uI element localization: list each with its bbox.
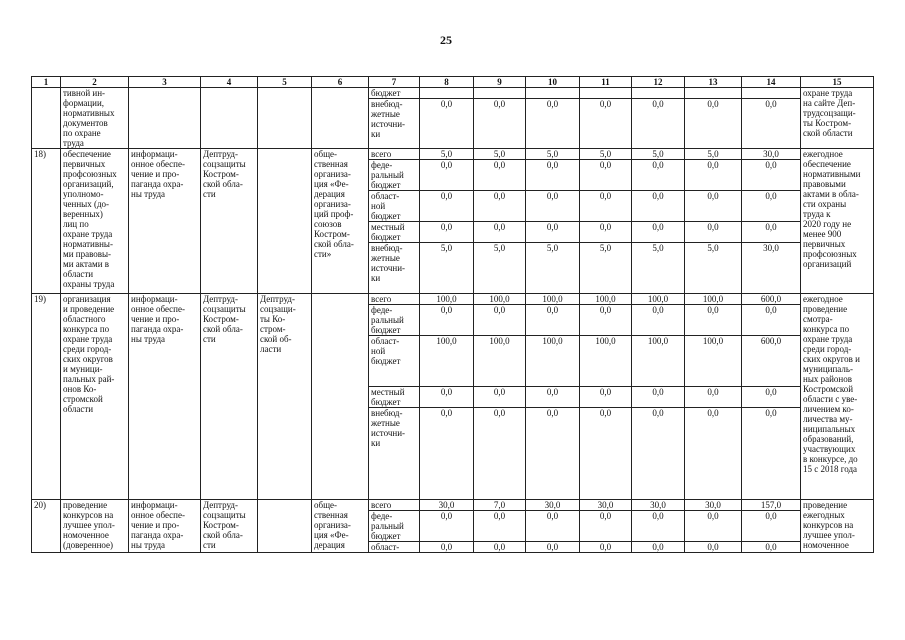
- value-cell: 5,0: [685, 149, 742, 160]
- item-number: 19): [32, 294, 61, 500]
- value-cell: 0,0: [474, 305, 526, 336]
- column-header: 15: [801, 77, 874, 88]
- value-cell: 100,0: [580, 294, 632, 305]
- value-cell: 0,0: [420, 222, 474, 243]
- column-header: 12: [632, 77, 685, 88]
- responsible-executor: Дептруд- соцзащиты Костром- ской обла- сти: [201, 500, 258, 553]
- expected-result: ежегодное обеспечение нормативными правовыми актами в обла- сти охраны труда к 2020 году не менее 900 первичных профсоюзных организаций: [801, 149, 874, 294]
- value-cell: 0,0: [420, 511, 474, 542]
- value-cell: 30,0: [420, 500, 474, 511]
- task-name: информаци- онное обеспе- чение и про- паганда охра- ны труда: [129, 149, 201, 294]
- value-cell: 0,0: [420, 160, 474, 191]
- value-cell: 0,0: [632, 191, 685, 222]
- value-cell: [580, 88, 632, 99]
- item-number: 18): [32, 149, 61, 294]
- participant: обще- ственная организа- ция «Фе- дерация: [312, 500, 369, 553]
- value-cell: [420, 88, 474, 99]
- funding-source: местный бюджет: [369, 387, 420, 408]
- value-cell: 7,0: [474, 500, 526, 511]
- funding-source: внебюд- жетные источни- ки: [369, 408, 420, 500]
- value-cell: 0,0: [742, 191, 801, 222]
- value-cell: 0,0: [742, 408, 801, 500]
- value-cell: 5,0: [632, 243, 685, 294]
- value-cell: 5,0: [685, 243, 742, 294]
- value-cell: 0,0: [742, 511, 801, 542]
- value-cell: 0,0: [580, 387, 632, 408]
- value-cell: 0,0: [526, 160, 580, 191]
- value-cell: 0,0: [632, 387, 685, 408]
- value-cell: 0,0: [474, 99, 526, 149]
- co-executor: Дептруд- соцзащи- ты Ко- стром- ской об- ласти: [258, 294, 312, 500]
- value-cell: [474, 88, 526, 99]
- column-header: 5: [258, 77, 312, 88]
- task-name: информаци- онное обеспе- чение и про- паганда охра- ны труда: [129, 500, 201, 553]
- column-header: 7: [369, 77, 420, 88]
- value-cell: 0,0: [685, 222, 742, 243]
- value-cell: 0,0: [526, 408, 580, 500]
- value-cell: 0,0: [420, 408, 474, 500]
- column-header: 11: [580, 77, 632, 88]
- value-cell: 5,0: [420, 243, 474, 294]
- value-cell: 0,0: [580, 542, 632, 553]
- page-number: 25: [440, 33, 452, 47]
- value-cell: 0,0: [580, 511, 632, 542]
- cell-num: [32, 88, 61, 149]
- funding-source: област- ной бюджет: [369, 336, 420, 387]
- empty-cell: [201, 88, 258, 149]
- value-cell: 0,0: [526, 99, 580, 149]
- value-cell: 0,0: [474, 542, 526, 553]
- empty-cell: [258, 88, 312, 149]
- value-cell: 0,0: [632, 99, 685, 149]
- value-cell: 0,0: [420, 99, 474, 149]
- value-cell: 30,0: [580, 500, 632, 511]
- value-cell: 0,0: [474, 191, 526, 222]
- value-cell: 0,0: [632, 160, 685, 191]
- value-cell: 5,0: [474, 149, 526, 160]
- value-cell: 157,0: [742, 500, 801, 511]
- measure-name: тивной ин- формации, нормативных документов по охране труда: [61, 88, 129, 149]
- value-cell: 0,0: [474, 160, 526, 191]
- column-header: 2: [61, 77, 129, 88]
- value-cell: 0,0: [526, 511, 580, 542]
- value-cell: 600,0: [742, 294, 801, 305]
- responsible-executor: Дептруд- соцзащиты Костром- ской обла- сти: [201, 149, 258, 294]
- program-table: [31, 76, 874, 553]
- value-cell: 0,0: [580, 191, 632, 222]
- participant: [312, 294, 369, 500]
- value-cell: 0,0: [420, 387, 474, 408]
- value-cell: 30,0: [632, 500, 685, 511]
- value-cell: 0,0: [420, 542, 474, 553]
- empty-cell: [312, 88, 369, 149]
- value-cell: 0,0: [420, 305, 474, 336]
- column-header: 4: [201, 77, 258, 88]
- value-cell: 30,0: [685, 500, 742, 511]
- value-cell: 0,0: [526, 542, 580, 553]
- value-cell: 0,0: [474, 387, 526, 408]
- expected-result: проведение ежегодных конкурсов на лучшее упол- номоченное: [801, 500, 874, 553]
- task-name: информаци- онное обеспе- чение и про- паганда охра- ны труда: [129, 294, 201, 500]
- column-header: 13: [685, 77, 742, 88]
- column-header: 3: [129, 77, 201, 88]
- value-cell: 0,0: [580, 99, 632, 149]
- value-cell: 100,0: [526, 336, 580, 387]
- value-cell: 0,0: [474, 511, 526, 542]
- funding-source: всего: [369, 149, 420, 160]
- value-cell: 0,0: [685, 305, 742, 336]
- value-cell: 5,0: [580, 243, 632, 294]
- value-cell: 0,0: [742, 160, 801, 191]
- value-cell: 100,0: [580, 336, 632, 387]
- value-cell: 0,0: [685, 191, 742, 222]
- column-header: 9: [474, 77, 526, 88]
- funding-source: всего: [369, 294, 420, 305]
- header-row: [32, 77, 874, 88]
- value-cell: 100,0: [685, 336, 742, 387]
- value-cell: 0,0: [632, 542, 685, 553]
- column-header: 10: [526, 77, 580, 88]
- value-cell: 0,0: [685, 99, 742, 149]
- value-cell: 0,0: [685, 160, 742, 191]
- empty-cell: [129, 88, 201, 149]
- value-cell: 30,0: [526, 500, 580, 511]
- funding-source: област-: [369, 542, 420, 553]
- value-cell: 0,0: [526, 387, 580, 408]
- funding-source: феде- ральный бюджет: [369, 305, 420, 336]
- table-row: [32, 149, 874, 160]
- table-row: [32, 500, 874, 511]
- value-cell: 5,0: [526, 243, 580, 294]
- funding-source: феде- ральный бюджет: [369, 511, 420, 542]
- value-cell: 0,0: [632, 222, 685, 243]
- value-cell: 0,0: [580, 305, 632, 336]
- value-cell: 0,0: [526, 191, 580, 222]
- value-cell: 0,0: [685, 408, 742, 500]
- value-cell: 100,0: [474, 336, 526, 387]
- co-executor: [258, 500, 312, 553]
- table-row: [32, 294, 874, 305]
- value-cell: 0,0: [632, 305, 685, 336]
- value-cell: 0,0: [742, 99, 801, 149]
- funding-source: местный бюджет: [369, 222, 420, 243]
- value-cell: 30,0: [742, 243, 801, 294]
- value-cell: 100,0: [420, 294, 474, 305]
- value-cell: 0,0: [632, 511, 685, 542]
- value-cell: [526, 88, 580, 99]
- table-row: [32, 88, 874, 99]
- value-cell: 0,0: [685, 542, 742, 553]
- value-cell: 0,0: [742, 542, 801, 553]
- funding-source: област- ной бюджет: [369, 191, 420, 222]
- value-cell: 100,0: [632, 294, 685, 305]
- expected-result: ежегодное проведение смотра- конкурса по охране труда среди город- ских округов и муниципаль- ных районов Костромской области с уве- личением ко- личества му- ниципальных образований, участвующих в конкурсе, до 15 с 2018 года: [801, 294, 874, 500]
- value-cell: [685, 88, 742, 99]
- value-cell: 5,0: [632, 149, 685, 160]
- value-cell: 100,0: [474, 294, 526, 305]
- value-cell: 0,0: [742, 222, 801, 243]
- column-header: 14: [742, 77, 801, 88]
- funding-source: всего: [369, 500, 420, 511]
- participant: обще- ственная организа- ция «Фе- дерация организа- ций проф- союзов Костром- ской обла- сти»: [312, 149, 369, 294]
- column-header: 1: [32, 77, 61, 88]
- value-cell: 100,0: [526, 294, 580, 305]
- value-cell: 5,0: [420, 149, 474, 160]
- value-cell: 0,0: [580, 160, 632, 191]
- value-cell: 0,0: [526, 305, 580, 336]
- funding-source: внебюд- жетные источни- ки: [369, 99, 420, 149]
- value-cell: [632, 88, 685, 99]
- value-cell: 30,0: [742, 149, 801, 160]
- measure-name: обеспечение первичных профсоюзных организаций, уполномо- ченных (до- веренных) лиц по охране труда нормативны- ми правовы- ми актами в области охраны труда: [61, 149, 129, 294]
- measure-name: проведение конкурсов на лучшее упол- номоченное (доверенное): [61, 500, 129, 553]
- column-header: 8: [420, 77, 474, 88]
- value-cell: 0,0: [526, 222, 580, 243]
- value-cell: 5,0: [474, 243, 526, 294]
- value-cell: 100,0: [685, 294, 742, 305]
- value-cell: 0,0: [420, 191, 474, 222]
- value-cell: 100,0: [420, 336, 474, 387]
- value-cell: 0,0: [685, 511, 742, 542]
- value-cell: [742, 88, 801, 99]
- value-cell: 100,0: [632, 336, 685, 387]
- value-cell: 0,0: [580, 408, 632, 500]
- column-header: 6: [312, 77, 369, 88]
- expected-result: охране труда на сайте Деп- трудсоцзащи- ты Костром- ской области: [801, 88, 874, 149]
- responsible-executor: Дептруд- соцзащиты Костром- ской обла- сти: [201, 294, 258, 500]
- measure-name: организация и проведение областного конкурса по охране труда среди город- ских округов и муници- пальных рай- онов Ко- стромской области: [61, 294, 129, 500]
- funding-source: внебюд- жетные источни- ки: [369, 243, 420, 294]
- value-cell: 0,0: [474, 408, 526, 500]
- value-cell: 0,0: [632, 408, 685, 500]
- value-cell: 5,0: [526, 149, 580, 160]
- funding-source: феде- ральный бюджет: [369, 160, 420, 191]
- co-executor: [258, 149, 312, 294]
- funding-source: бюджет: [369, 88, 420, 99]
- value-cell: 0,0: [580, 222, 632, 243]
- item-number: 20): [32, 500, 61, 553]
- value-cell: 0,0: [685, 387, 742, 408]
- value-cell: 600,0: [742, 336, 801, 387]
- value-cell: 0,0: [742, 387, 801, 408]
- value-cell: 5,0: [580, 149, 632, 160]
- value-cell: 0,0: [474, 222, 526, 243]
- value-cell: 0,0: [742, 305, 801, 336]
